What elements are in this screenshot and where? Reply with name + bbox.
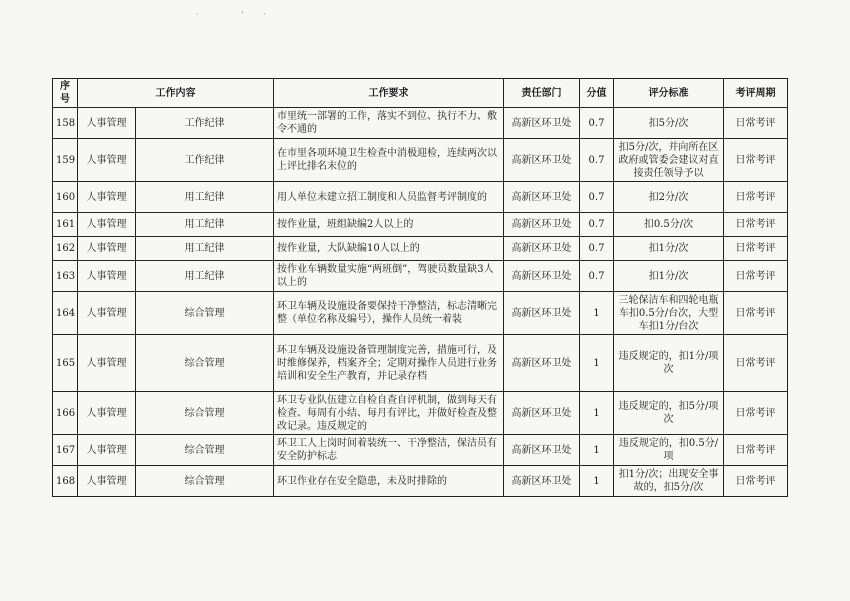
- row-item: 工作纪律: [136, 108, 274, 139]
- row-no: 161: [53, 213, 78, 237]
- row-requirement: 环卫车辆及设施设备管理制度完善，措施可行，及时维修保养，档案齐全；定期对操作人员进行业务培训和安全生产教育，并记录存档: [274, 335, 504, 392]
- row-item: 综合管理: [136, 392, 274, 435]
- header-standard: 评分标准: [614, 79, 724, 108]
- row-standard: 扣5分/次，并向所在区政府或管委会建议对直接责任领导予以: [614, 139, 724, 182]
- row-dept: 高新区环卫处: [504, 435, 580, 466]
- evaluation-table: [52, 78, 788, 497]
- header-dept: 责任部门: [504, 79, 580, 108]
- row-no: 162: [53, 237, 78, 261]
- row-standard: 扣5分/次: [614, 108, 724, 139]
- row-dept: 高新区环卫处: [504, 292, 580, 335]
- table-row: [53, 182, 788, 213]
- row-item: 用工纪律: [136, 261, 274, 292]
- row-item: 综合管理: [136, 335, 274, 392]
- row-dept: 高新区环卫处: [504, 139, 580, 182]
- table-row: [53, 237, 788, 261]
- row-dept: 高新区环卫处: [504, 108, 580, 139]
- table-row: [53, 108, 788, 139]
- row-cycle: 日常考评: [724, 237, 788, 261]
- row-no: 167: [53, 435, 78, 466]
- header-content: 工作内容: [78, 79, 274, 108]
- row-dept: 高新区环卫处: [504, 392, 580, 435]
- row-cycle: 日常考评: [724, 139, 788, 182]
- row-standard: 违反规定的，扣0.5分/项: [614, 435, 724, 466]
- row-requirement: 按作业车辆数量实施“两班倒”，驾驶员数量缺3人以上的: [274, 261, 504, 292]
- row-requirement: 按作业量，班组缺编2人以上的: [274, 213, 504, 237]
- row-standard: 三轮保洁车和四轮电瓶车扣0.5分/台次，大型车扣1分/台次: [614, 292, 724, 335]
- header-no: 序号: [53, 79, 78, 108]
- table-row: [53, 213, 788, 237]
- row-category: 人事管理: [78, 139, 136, 182]
- row-score: 0.7: [580, 182, 614, 213]
- row-item: 用工纪律: [136, 237, 274, 261]
- row-score: 1: [580, 466, 614, 497]
- row-no: 158: [53, 108, 78, 139]
- row-dept: 高新区环卫处: [504, 182, 580, 213]
- row-no: 159: [53, 139, 78, 182]
- row-dept: 高新区环卫处: [504, 213, 580, 237]
- row-no: 163: [53, 261, 78, 292]
- row-cycle: 日常考评: [724, 108, 788, 139]
- row-requirement: 用人单位未建立招工制度和人员监督考评制度的: [274, 182, 504, 213]
- row-standard: 扣0.5分/次: [614, 213, 724, 237]
- row-no: 165: [53, 335, 78, 392]
- row-score: 1: [580, 435, 614, 466]
- row-item: 工作纪律: [136, 139, 274, 182]
- row-dept: 高新区环卫处: [504, 466, 580, 497]
- table-row: [53, 392, 788, 435]
- row-requirement: 市里统一部署的工作，落实不到位、执行不力、敷令不通的: [274, 108, 504, 139]
- row-cycle: 日常考评: [724, 213, 788, 237]
- row-item: 用工纪律: [136, 213, 274, 237]
- row-score: 1: [580, 292, 614, 335]
- row-category: 人事管理: [78, 466, 136, 497]
- header-cycle: 考评周期: [724, 79, 788, 108]
- row-cycle: 日常考评: [724, 261, 788, 292]
- row-category: 人事管理: [78, 435, 136, 466]
- row-item: 综合管理: [136, 435, 274, 466]
- row-cycle: 日常考评: [724, 292, 788, 335]
- row-score: 1: [580, 392, 614, 435]
- row-standard: 扣1分/次；出现安全事故的，扣5分/次: [614, 466, 724, 497]
- row-category: 人事管理: [78, 392, 136, 435]
- row-score: 0.7: [580, 261, 614, 292]
- row-no: 160: [53, 182, 78, 213]
- row-cycle: 日常考评: [724, 466, 788, 497]
- row-standard: 扣2分/次: [614, 182, 724, 213]
- row-no: 166: [53, 392, 78, 435]
- row-standard: 违反规定的，扣5分/项次: [614, 392, 724, 435]
- row-item: 综合管理: [136, 466, 274, 497]
- scan-specks: · '·: [196, 10, 286, 19]
- row-item: 用工纪律: [136, 182, 274, 213]
- row-score: 0.7: [580, 213, 614, 237]
- row-score: 0.7: [580, 108, 614, 139]
- table-row: [53, 335, 788, 392]
- row-category: 人事管理: [78, 108, 136, 139]
- row-no: 164: [53, 292, 78, 335]
- row-cycle: 日常考评: [724, 392, 788, 435]
- row-score: 1: [580, 335, 614, 392]
- row-standard: 扣1分/次: [614, 261, 724, 292]
- row-cycle: 日常考评: [724, 335, 788, 392]
- row-dept: 高新区环卫处: [504, 237, 580, 261]
- row-category: 人事管理: [78, 237, 136, 261]
- table-row: [53, 435, 788, 466]
- row-dept: 高新区环卫处: [504, 335, 580, 392]
- row-standard: 扣1分/次: [614, 237, 724, 261]
- header-requirement: 工作要求: [274, 79, 504, 108]
- table-row: [53, 261, 788, 292]
- header-row: [53, 79, 788, 108]
- row-item: 综合管理: [136, 292, 274, 335]
- row-category: 人事管理: [78, 182, 136, 213]
- row-requirement: 环卫车辆及设施设备要保持干净整洁，标志清晰完整（单位名称及编号），操作人员统一着装: [274, 292, 504, 335]
- row-score: 0.7: [580, 237, 614, 261]
- row-category: 人事管理: [78, 335, 136, 392]
- row-requirement: 环卫工人上岗时间着装统一、干净整洁，保洁员有安全防护标志: [274, 435, 504, 466]
- row-cycle: 日常考评: [724, 435, 788, 466]
- row-category: 人事管理: [78, 292, 136, 335]
- row-score: 0.7: [580, 139, 614, 182]
- row-standard: 违反规定的，扣1分/项次: [614, 335, 724, 392]
- row-no: 168: [53, 466, 78, 497]
- table-row: [53, 466, 788, 497]
- row-requirement: 环卫作业存在安全隐患，未及时排除的: [274, 466, 504, 497]
- row-requirement: 按作业量，大队缺编10人以上的: [274, 237, 504, 261]
- table-row: [53, 139, 788, 182]
- row-category: 人事管理: [78, 261, 136, 292]
- header-score: 分值: [580, 79, 614, 108]
- row-category: 人事管理: [78, 213, 136, 237]
- row-dept: 高新区环卫处: [504, 261, 580, 292]
- row-cycle: 日常考评: [724, 182, 788, 213]
- row-requirement: 环卫专业队伍建立自检自查自评机制，做到每天有检查、每周有小结、每月有评比，并做好检查及整改记录。违反规定的: [274, 392, 504, 435]
- row-requirement: 在市里各项环境卫生检查中消极迎检，连续两次以上评比排名末位的: [274, 139, 504, 182]
- table-row: [53, 292, 788, 335]
